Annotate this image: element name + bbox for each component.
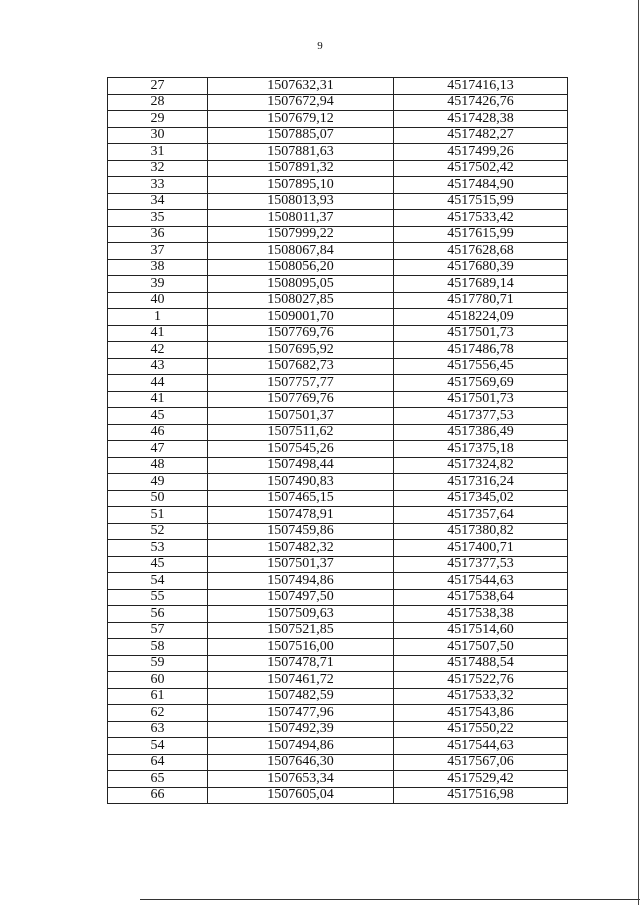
point-number-cell: 66	[108, 787, 208, 804]
point-number-cell: 51	[108, 507, 208, 524]
table-row	[108, 787, 568, 804]
table-row	[108, 391, 568, 408]
x-coordinate-cell: 1507521,85	[208, 622, 394, 639]
x-coordinate-cell: 1507605,04	[208, 787, 394, 804]
x-coordinate-cell: 1507881,63	[208, 144, 394, 161]
x-coordinate-cell: 1507490,83	[208, 474, 394, 491]
y-coordinate-cell: 4517377,53	[394, 556, 568, 573]
x-coordinate-cell: 1507679,12	[208, 111, 394, 128]
x-coordinate-cell: 1507465,15	[208, 490, 394, 507]
y-coordinate-cell: 4517529,42	[394, 771, 568, 788]
table-row	[108, 490, 568, 507]
x-coordinate-cell: 1507494,86	[208, 738, 394, 755]
y-coordinate-cell: 4517533,42	[394, 210, 568, 227]
x-coordinate-cell: 1507501,37	[208, 556, 394, 573]
point-number-cell: 49	[108, 474, 208, 491]
table-row	[108, 606, 568, 623]
table-row	[108, 193, 568, 210]
table-row	[108, 474, 568, 491]
y-coordinate-cell: 4517499,26	[394, 144, 568, 161]
y-coordinate-cell: 4517680,39	[394, 259, 568, 276]
x-coordinate-cell: 1507509,63	[208, 606, 394, 623]
point-number-cell: 41	[108, 391, 208, 408]
x-coordinate-cell: 1507516,00	[208, 639, 394, 656]
coordinates-table-body	[108, 78, 568, 804]
y-coordinate-cell: 4517501,73	[394, 391, 568, 408]
y-coordinate-cell: 4517386,49	[394, 424, 568, 441]
x-coordinate-cell: 1507895,10	[208, 177, 394, 194]
point-number-cell: 28	[108, 94, 208, 111]
x-coordinate-cell: 1507632,31	[208, 78, 394, 95]
point-number-cell: 61	[108, 688, 208, 705]
table-row	[108, 144, 568, 161]
y-coordinate-cell: 4517514,60	[394, 622, 568, 639]
table-row	[108, 639, 568, 656]
y-coordinate-cell: 4517556,45	[394, 358, 568, 375]
table-row	[108, 160, 568, 177]
x-coordinate-cell: 1507498,44	[208, 457, 394, 474]
x-coordinate-cell: 1507482,59	[208, 688, 394, 705]
table-row	[108, 177, 568, 194]
x-coordinate-cell: 1509001,70	[208, 309, 394, 326]
point-number-cell: 35	[108, 210, 208, 227]
point-number-cell: 42	[108, 342, 208, 359]
x-coordinate-cell: 1507482,32	[208, 540, 394, 557]
table-row	[108, 292, 568, 309]
x-coordinate-cell: 1508095,05	[208, 276, 394, 293]
coordinates-table	[107, 77, 568, 804]
point-number-cell: 45	[108, 556, 208, 573]
x-coordinate-cell: 1507461,72	[208, 672, 394, 689]
y-coordinate-cell: 4517628,68	[394, 243, 568, 260]
table-row	[108, 325, 568, 342]
y-coordinate-cell: 4518224,09	[394, 309, 568, 326]
point-number-cell: 50	[108, 490, 208, 507]
x-coordinate-cell: 1507695,92	[208, 342, 394, 359]
point-number-cell: 62	[108, 705, 208, 722]
point-number-cell: 53	[108, 540, 208, 557]
table-row	[108, 540, 568, 557]
point-number-cell: 44	[108, 375, 208, 392]
x-coordinate-cell: 1508027,85	[208, 292, 394, 309]
y-coordinate-cell: 4517780,71	[394, 292, 568, 309]
point-number-cell: 57	[108, 622, 208, 639]
y-coordinate-cell: 4517426,76	[394, 94, 568, 111]
point-number-cell: 54	[108, 573, 208, 590]
point-number-cell: 54	[108, 738, 208, 755]
y-coordinate-cell: 4517482,27	[394, 127, 568, 144]
table-row	[108, 705, 568, 722]
point-number-cell: 38	[108, 259, 208, 276]
table-row	[108, 721, 568, 738]
table-row	[108, 523, 568, 540]
x-coordinate-cell: 1507672,94	[208, 94, 394, 111]
table-row	[108, 622, 568, 639]
table-row	[108, 259, 568, 276]
x-coordinate-cell: 1507492,39	[208, 721, 394, 738]
table-row	[108, 276, 568, 293]
table-row	[108, 243, 568, 260]
x-coordinate-cell: 1507501,37	[208, 408, 394, 425]
point-number-cell: 40	[108, 292, 208, 309]
point-number-cell: 45	[108, 408, 208, 425]
table-row	[108, 210, 568, 227]
table-row	[108, 589, 568, 606]
page-number: 9	[317, 40, 323, 52]
table-row	[108, 127, 568, 144]
table-row	[108, 738, 568, 755]
table-row	[108, 408, 568, 425]
point-number-cell: 32	[108, 160, 208, 177]
point-number-cell: 29	[108, 111, 208, 128]
y-coordinate-cell: 4517538,38	[394, 606, 568, 623]
y-coordinate-cell: 4517428,38	[394, 111, 568, 128]
y-coordinate-cell: 4517515,99	[394, 193, 568, 210]
x-coordinate-cell: 1507478,71	[208, 655, 394, 672]
x-coordinate-cell: 1508056,20	[208, 259, 394, 276]
y-coordinate-cell: 4517522,76	[394, 672, 568, 689]
y-coordinate-cell: 4517345,02	[394, 490, 568, 507]
table-row	[108, 342, 568, 359]
y-coordinate-cell: 4517400,71	[394, 540, 568, 557]
point-number-cell: 60	[108, 672, 208, 689]
y-coordinate-cell: 4517544,63	[394, 738, 568, 755]
x-coordinate-cell: 1507653,34	[208, 771, 394, 788]
point-number-cell: 34	[108, 193, 208, 210]
table-row	[108, 78, 568, 95]
point-number-cell: 33	[108, 177, 208, 194]
y-coordinate-cell: 4517357,64	[394, 507, 568, 524]
table-row	[108, 457, 568, 474]
table-row	[108, 441, 568, 458]
y-coordinate-cell: 4517502,42	[394, 160, 568, 177]
x-coordinate-cell: 1507885,07	[208, 127, 394, 144]
table-row	[108, 754, 568, 771]
point-number-cell: 46	[108, 424, 208, 441]
table-row	[108, 111, 568, 128]
table-row	[108, 226, 568, 243]
point-number-cell: 64	[108, 754, 208, 771]
x-coordinate-cell: 1508067,84	[208, 243, 394, 260]
x-coordinate-cell: 1508013,93	[208, 193, 394, 210]
y-coordinate-cell: 4517488,54	[394, 655, 568, 672]
point-number-cell: 41	[108, 325, 208, 342]
right-edge-line	[638, 0, 639, 905]
y-coordinate-cell: 4517544,63	[394, 573, 568, 590]
x-coordinate-cell: 1507891,32	[208, 160, 394, 177]
x-coordinate-cell: 1507769,76	[208, 325, 394, 342]
table-row	[108, 424, 568, 441]
point-number-cell: 58	[108, 639, 208, 656]
table-row	[108, 556, 568, 573]
table-row	[108, 358, 568, 375]
point-number-cell: 43	[108, 358, 208, 375]
y-coordinate-cell: 4517516,98	[394, 787, 568, 804]
y-coordinate-cell: 4517324,82	[394, 457, 568, 474]
x-coordinate-cell: 1507459,86	[208, 523, 394, 540]
x-coordinate-cell: 1507511,62	[208, 424, 394, 441]
x-coordinate-cell: 1507999,22	[208, 226, 394, 243]
y-coordinate-cell: 4517533,32	[394, 688, 568, 705]
point-number-cell: 37	[108, 243, 208, 260]
x-coordinate-cell: 1507494,86	[208, 573, 394, 590]
x-coordinate-cell: 1507545,26	[208, 441, 394, 458]
x-coordinate-cell: 1508011,37	[208, 210, 394, 227]
point-number-cell: 56	[108, 606, 208, 623]
point-number-cell: 55	[108, 589, 208, 606]
point-number-cell: 63	[108, 721, 208, 738]
x-coordinate-cell: 1507497,50	[208, 589, 394, 606]
point-number-cell: 36	[108, 226, 208, 243]
bottom-edge-line	[140, 899, 640, 900]
x-coordinate-cell: 1507769,76	[208, 391, 394, 408]
table-row	[108, 375, 568, 392]
table-row	[108, 309, 568, 326]
y-coordinate-cell: 4517550,22	[394, 721, 568, 738]
x-coordinate-cell: 1507477,96	[208, 705, 394, 722]
y-coordinate-cell: 4517375,18	[394, 441, 568, 458]
point-number-cell: 65	[108, 771, 208, 788]
point-number-cell: 59	[108, 655, 208, 672]
point-number-cell: 52	[108, 523, 208, 540]
y-coordinate-cell: 4517380,82	[394, 523, 568, 540]
y-coordinate-cell: 4517615,99	[394, 226, 568, 243]
y-coordinate-cell: 4517567,06	[394, 754, 568, 771]
table-row	[108, 507, 568, 524]
y-coordinate-cell: 4517377,53	[394, 408, 568, 425]
point-number-cell: 1	[108, 309, 208, 326]
point-number-cell: 39	[108, 276, 208, 293]
y-coordinate-cell: 4517486,78	[394, 342, 568, 359]
y-coordinate-cell: 4517689,14	[394, 276, 568, 293]
y-coordinate-cell: 4517484,90	[394, 177, 568, 194]
x-coordinate-cell: 1507682,73	[208, 358, 394, 375]
y-coordinate-cell: 4517507,50	[394, 639, 568, 656]
x-coordinate-cell: 1507478,91	[208, 507, 394, 524]
point-number-cell: 30	[108, 127, 208, 144]
point-number-cell: 27	[108, 78, 208, 95]
y-coordinate-cell: 4517416,13	[394, 78, 568, 95]
table-row	[108, 573, 568, 590]
point-number-cell: 48	[108, 457, 208, 474]
table-row	[108, 672, 568, 689]
point-number-cell: 31	[108, 144, 208, 161]
point-number-cell: 47	[108, 441, 208, 458]
x-coordinate-cell: 1507646,30	[208, 754, 394, 771]
x-coordinate-cell: 1507757,77	[208, 375, 394, 392]
table-row	[108, 771, 568, 788]
y-coordinate-cell: 4517543,86	[394, 705, 568, 722]
y-coordinate-cell: 4517501,73	[394, 325, 568, 342]
y-coordinate-cell: 4517569,69	[394, 375, 568, 392]
y-coordinate-cell: 4517538,64	[394, 589, 568, 606]
y-coordinate-cell: 4517316,24	[394, 474, 568, 491]
table-row	[108, 94, 568, 111]
table-row	[108, 688, 568, 705]
table-row	[108, 655, 568, 672]
